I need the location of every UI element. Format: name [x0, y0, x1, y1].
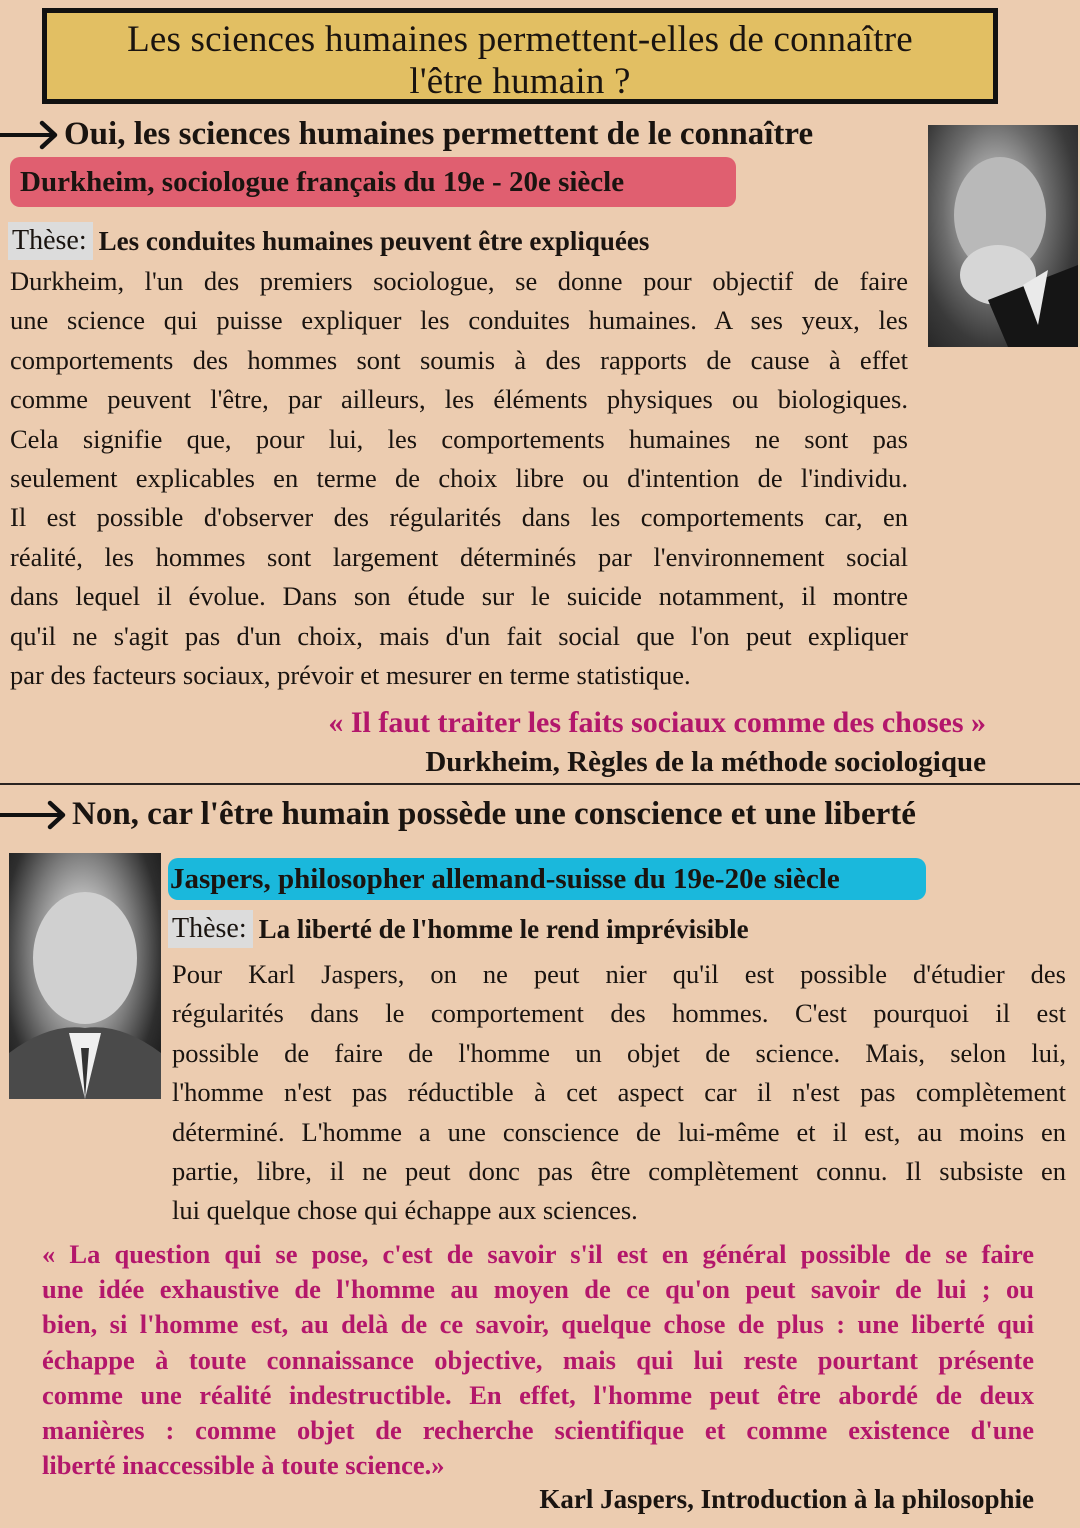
title-line-2: l'être humain ?	[409, 61, 631, 102]
paragraph-line: comme peuvent l'être, par ailleurs, les éléments physiques ou biologiques.	[10, 384, 908, 415]
paragraph-line: Pour Karl Jaspers, on ne peut nier qu'il est possible d'étudier des	[172, 959, 1066, 989]
quote-line: échappe à toute connaissance objective, mais qui lui reste pourtant présente	[42, 1344, 1034, 1375]
section-divider	[0, 783, 1080, 785]
these-label: Thèse:	[168, 910, 253, 948]
paragraph-line: partie, libre, il ne peut donc pas être complètement connu. Il subsiste en	[172, 1155, 1066, 1186]
paragraph-line: par des facteurs sociaux, prévoir et mesurer en terme statistique.	[10, 659, 691, 690]
quote-line: liberté inaccessible à toute science.»	[42, 1450, 445, 1481]
jaspers-quote-source: Karl Jaspers, Introduction à la philosophie	[539, 1484, 1034, 1514]
arrow-right-icon	[0, 800, 68, 830]
section-oui-heading	[0, 116, 813, 153]
paragraph-line: réalité, les hommes sont largement déterminés par l'environnement social	[10, 541, 908, 572]
heading-text: Non, car l'être humain possède une conscience et une liberté	[72, 796, 916, 832]
these-text: Les conduites humaines peuvent être expliquées	[98, 225, 650, 256]
quote-line: comme une réalité indestructible. En effet, l'homme peut être abordé de deux	[42, 1379, 1034, 1410]
these-text: La liberté de l'homme le rend imprévisible	[258, 913, 749, 944]
title-line-1: Les sciences humaines permettent-elles de connaître	[127, 19, 913, 60]
these-row-jaspers	[168, 910, 749, 948]
durkheim-quote: « Il faut traiter les faits sociaux comme des choses »	[328, 706, 986, 739]
quote-line: bien, si l'homme est, au delà de ce savoir, quelque chose de plus : une liberté qui	[42, 1309, 1034, 1340]
paragraph-line: régularités dans le comportement des hommes. C'est pourquoi il est	[172, 998, 1066, 1029]
paragraph-line: possible de faire de l'homme un objet de science. Mais, selon lui,	[172, 1037, 1066, 1068]
jaspers-portrait	[9, 853, 161, 1099]
author-banner-durkheim: Durkheim, sociologue français du 19e - 20e siècle	[10, 157, 736, 207]
arrow-right-icon	[0, 120, 60, 150]
jaspers-paragraph	[172, 955, 1066, 1231]
these-label: Thèse:	[8, 222, 93, 260]
durkheim-quote-source: Durkheim, Règles de la méthode sociologique	[425, 746, 986, 778]
quote-line: manières : comme objet de recherche scientifique et comme existence d'une	[42, 1414, 1034, 1445]
durkheim-paragraph	[10, 262, 908, 695]
jaspers-quote	[42, 1237, 1034, 1483]
paragraph-line: dans lequel il évolue. Dans son étude sur le suicide notamment, il montre	[10, 581, 908, 612]
paragraph-line: une science qui puisse expliquer les conduites humaines. A ses yeux, les	[10, 305, 908, 336]
author-banner-jaspers: Jaspers, philosopher allemand-suisse du 19e-20e siècle	[168, 858, 926, 900]
paragraph-line: seulement explicables en terme de choix libre ou d'intention de l'individu.	[10, 462, 908, 493]
paragraph-line: Il est possible d'observer des régularités dans les comportements car, en	[10, 502, 908, 533]
paragraph-line: l'homme n'est pas réductible à cet aspect car il n'est pas complètement	[172, 1077, 1066, 1108]
section-non-heading	[0, 796, 916, 833]
paragraph-line: lui quelque chose qui échappe aux sciences.	[172, 1195, 638, 1226]
quote-line: « La question qui se pose, c'est de savoir s'il est en général possible de se faire	[42, 1239, 1034, 1269]
paragraph-line: qu'il ne s'agit pas d'un choix, mais d'un fait social que l'on peut expliquer	[10, 620, 908, 651]
durkheim-portrait	[928, 125, 1078, 347]
quote-line: une idée exhaustive de l'homme au moyen de ce qu'on peut savoir de lui ; ou	[42, 1274, 1034, 1305]
heading-text: Oui, les sciences humaines permettent de le connaître	[64, 116, 814, 152]
paragraph-line: comportements des hommes sont soumis à des rapports de cause à effet	[10, 344, 908, 375]
paragraph-line: Durkheim, l'un des premiers sociologue, se donne pour objectif de faire	[10, 266, 908, 296]
title-box	[42, 8, 998, 104]
these-row-durkheim	[8, 222, 649, 260]
paragraph-line: Cela signifie que, pour lui, les comportements humaines ne sont pas	[10, 423, 908, 454]
paragraph-line: déterminé. L'homme a une conscience de lui-même et il est, au moins en	[172, 1116, 1066, 1147]
